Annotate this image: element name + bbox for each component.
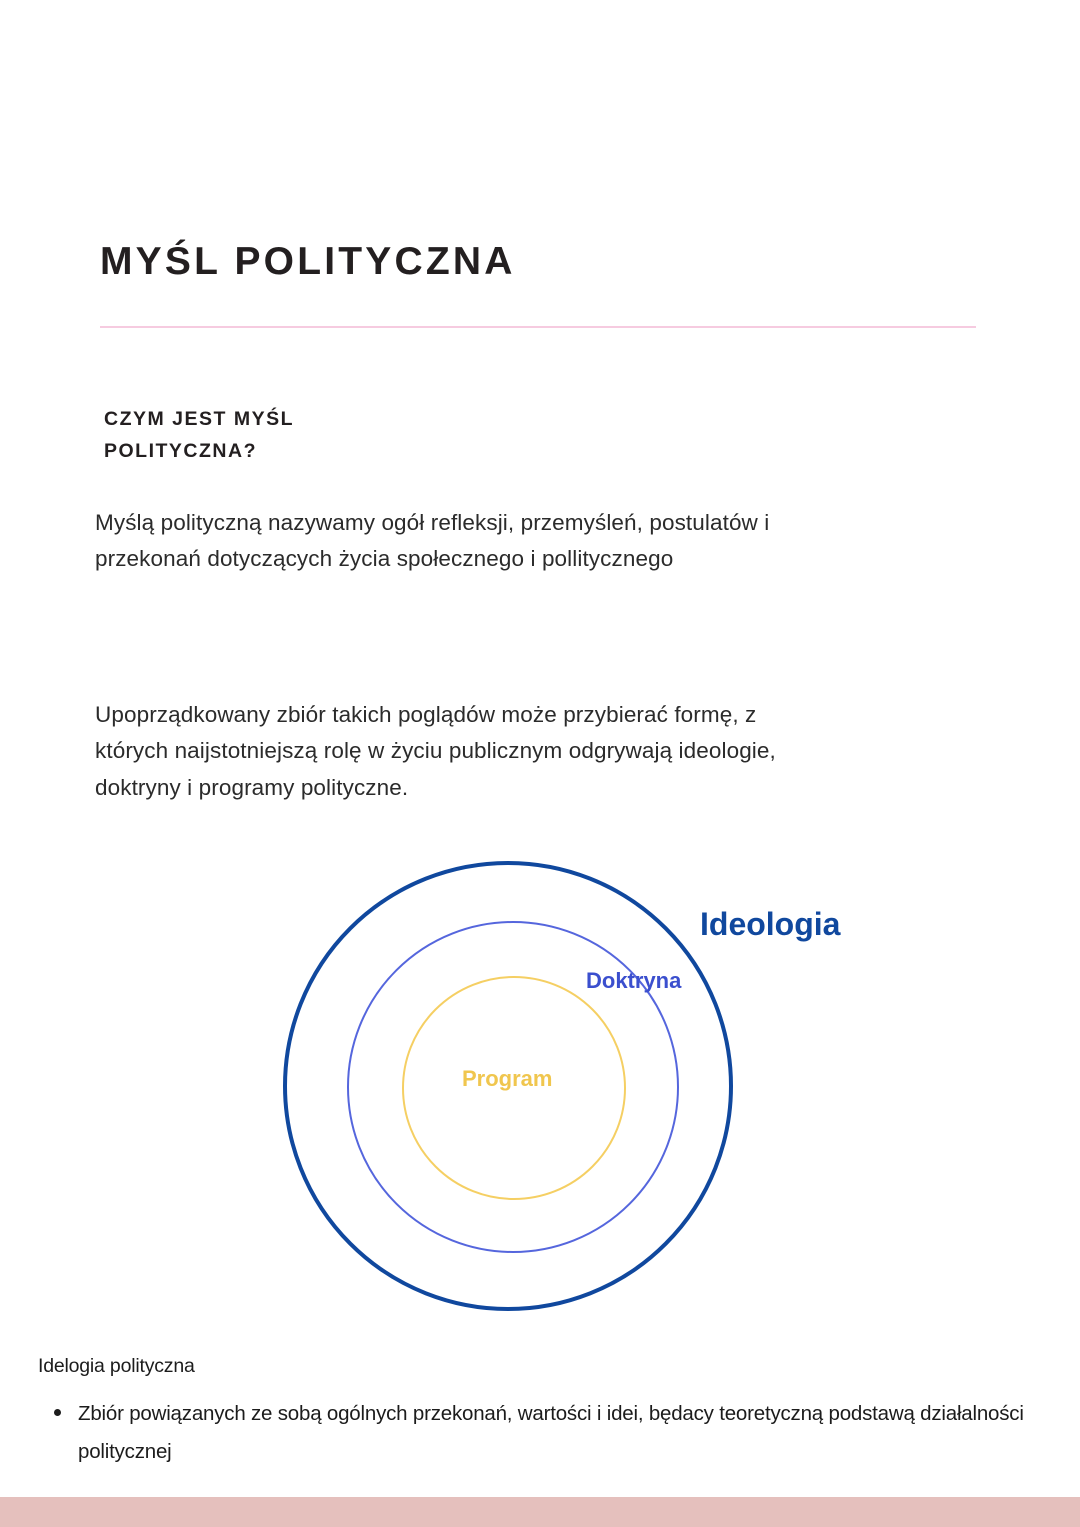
page-title: MYŚL POLITYCZNA	[100, 240, 516, 284]
section-heading	[104, 404, 524, 467]
title-divider	[100, 326, 976, 328]
caption-block	[38, 1352, 1038, 1471]
section-heading-line-2: POLITYCZNA?	[104, 439, 257, 462]
ideologia-ring-label: Ideologia	[700, 906, 841, 942]
caption-title: Idelogia polityczna	[38, 1355, 195, 1377]
list-item-text: Zbiór powiązanych ze sobą ogólnych przekonań, wartości i idei, będacy teoretyczną podstawą działalności politycznej	[78, 1402, 1024, 1464]
paragraph-line: których naijstotniejszą rolę w życiu publicznym odgrywają ideologie,	[95, 738, 776, 764]
list-item	[38, 1395, 1038, 1471]
bullet-dot-icon	[54, 1409, 61, 1416]
caption-bullet-list	[38, 1395, 1038, 1471]
section-heading-line-1: CZYM JEST MYŚL	[104, 408, 295, 430]
footer-accent-bar	[0, 1497, 1080, 1527]
paragraph-line: Myślą polityczną nazywamy ogół refleksji, przemyśleń, postulatów i	[95, 510, 770, 535]
paragraph-line: przekonań dotyczących życia społecznego i pollitycznego	[95, 546, 674, 572]
concentric-circles-diagram	[0, 840, 1080, 1340]
body-paragraph-forms	[95, 697, 945, 806]
body-paragraph-definition	[95, 505, 945, 578]
paragraph-line: doktryny i programy polityczne.	[95, 774, 409, 800]
paragraph-line: Upoprządkowany zbiór takich poglądów może przybierać formę, z	[95, 702, 757, 727]
program-ring-label: Program	[462, 1066, 553, 1091]
doktryna-ring-label: Doktryna	[586, 968, 682, 993]
